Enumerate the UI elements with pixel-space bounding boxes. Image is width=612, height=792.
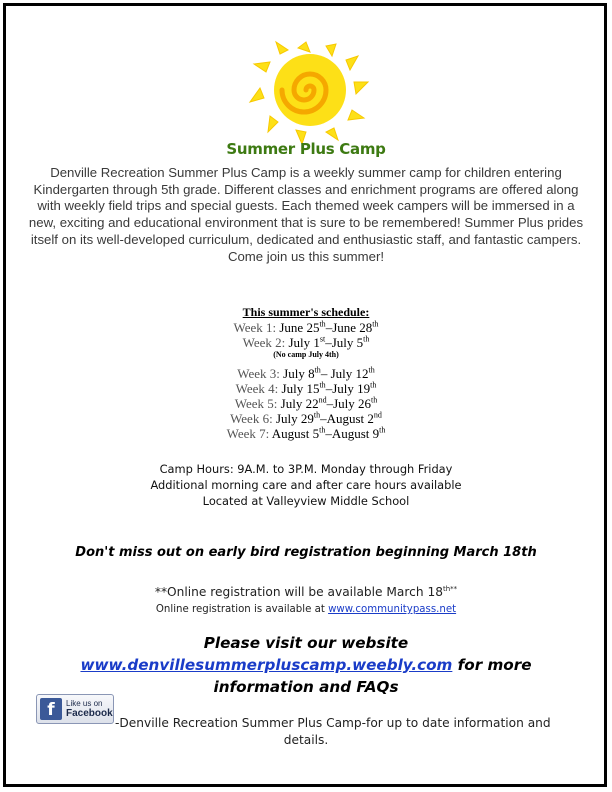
visit-website-text: Please visit our website www.denvillesummerpluscamp.weebly.com for more information and FAQs xyxy=(80,634,532,696)
online-registration-notice: **Online registration will be available March $18^{th**}$ xyxy=(154,585,458,600)
care-hours-line: Additional morning care and after care hours available xyxy=(150,478,462,493)
facebook-info-line: -Denville Recreation Summer Plus Camp-for up to date information and xyxy=(115,716,551,730)
sun-spiral-icon xyxy=(238,40,378,150)
camp-hours-block xyxy=(106,461,506,510)
schedule-title: This summer's schedule: xyxy=(242,305,370,319)
facebook-like-button[interactable] xyxy=(36,694,114,724)
location-line: Located at Valleyview Middle School xyxy=(202,494,410,509)
week-row: Week 4: July 15th–July 19th xyxy=(235,380,377,396)
no-camp-note: (No camp July 4th) xyxy=(273,350,339,359)
schedule-list xyxy=(156,320,456,441)
week-row: Week 7: August 5th–August 9th xyxy=(226,425,386,441)
week-row: Week 5: July 22nd–July 26th xyxy=(234,395,378,411)
early-bird-notice: Don't miss out on early bird registration beginning March 18th xyxy=(75,545,537,560)
week-row: Week 1: June 25th–June 28th xyxy=(233,319,379,335)
logo-title: Summer Plus Camp xyxy=(226,140,386,158)
communitypass-link[interactable]: www.communitypass.net xyxy=(328,604,457,615)
facebook-info-line-end: details. xyxy=(283,733,329,747)
camp-hours-line: Camp Hours: 9A.M. to 3P.M. Monday through Friday xyxy=(159,462,453,476)
week-row: Week 6: July 29th–August 2nd xyxy=(230,410,382,426)
online-registration-line: Online registration is available at www.communitypass.net xyxy=(155,604,457,615)
intro-paragraph: Denville Recreation Summer Plus Camp is a weekly summer camp for children entering Kindergarten through 5th grade. Different classes and enrichment programs are offered along with weekly field trips and special guests. Each themed week campers will be immersed in a new, exciting and educational environment that is sure to be remembered! Summer Plus prides itself on its well-developed curriculum, dedicated and enthusiastic staff, and fantastic campers. xyxy=(28,165,584,247)
week-row: Week 3: July 8th– July 12th xyxy=(237,365,375,381)
facebook-f-icon: f xyxy=(40,698,62,720)
website-link[interactable]: www.denvillesummerpluscamp.weebly.com xyxy=(80,656,453,674)
come-join-text: Come join us this summer! xyxy=(227,248,385,264)
facebook-like-small: Like us on xyxy=(66,699,103,708)
week-row: Week 2: July 1st–July 5th xyxy=(242,334,370,350)
facebook-label: Facebook xyxy=(66,708,113,719)
intro-block xyxy=(28,165,584,265)
